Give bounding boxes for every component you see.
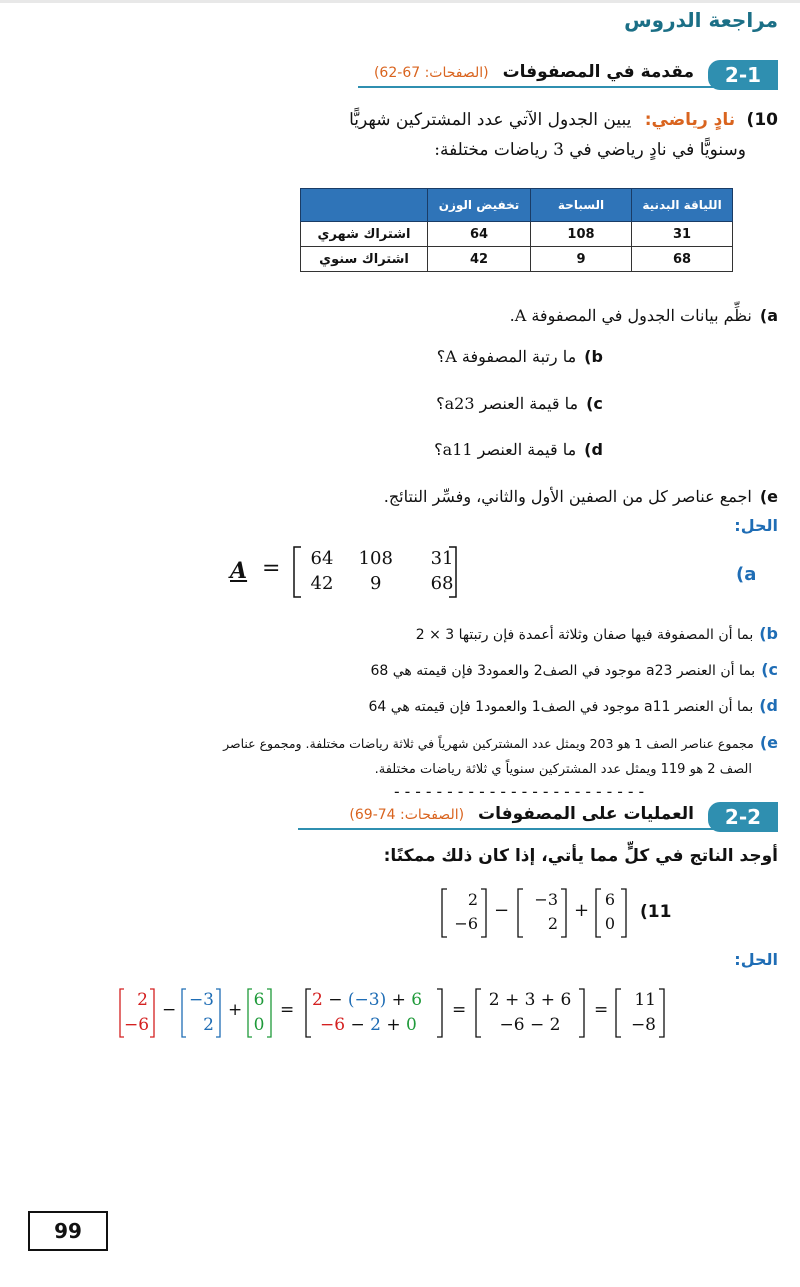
bracket-left: [474, 988, 482, 1038]
solution-text: بما أن المصفوفة فيها صفان وثلاثة أعمدة فإن رتبتها 3 × 2: [415, 627, 754, 643]
page-number: 99: [28, 1211, 108, 1251]
matrix-a-body: [302, 546, 453, 596]
matrix-cell: 68: [430, 573, 454, 594]
question-11-expression: [440, 888, 780, 940]
solution-d: [368, 696, 778, 715]
part-text: ما رتبة المصفوفة A؟: [436, 347, 577, 366]
lesson-title-text: مقدمة في المصفوفات: [502, 62, 694, 82]
question-10-line2: وسنويًّا في نادٍ رياضي في 3 رياضات مختلفة:: [434, 140, 746, 160]
solution-e-line2: الصف 2 هو 119 ويمثل عدد المشتركين سنوياً ي ثلاثة رياضات مختلفة.: [374, 762, 752, 777]
part-d: [434, 440, 778, 459]
solution-label: e): [759, 733, 778, 752]
vector-green: [252, 988, 266, 1038]
part-text: اجمع عناصر كل من الصفين الأول والثاني، وفسِّر النتائج.: [383, 487, 752, 506]
vector-blue: [186, 988, 214, 1038]
lesson-pages: (الصفحات: 67-62): [373, 65, 489, 81]
table-cell: 42: [428, 247, 531, 272]
table-cell: 64: [428, 222, 531, 247]
vector-cell: −3: [534, 890, 558, 909]
matrix-cell: 31: [430, 548, 454, 569]
vector-2: [524, 888, 558, 936]
table-cell: 9: [531, 247, 632, 272]
matrix-name: A: [230, 558, 248, 584]
result-matrix: [622, 988, 656, 1038]
table-header-cell: اللياقة البدنية: [632, 189, 733, 222]
table-header-row: [301, 189, 733, 222]
equals-sign: =: [280, 1000, 295, 1020]
lesson-title: [349, 804, 694, 824]
subscribers-table-wrap: [300, 188, 733, 272]
table-header-cell: تخفيض الوزن: [428, 189, 531, 222]
solution-text: بما أن العنصر a23 موجود في الصف2 والعمود3 فإن قيمته هي 68: [370, 663, 756, 679]
part-label: b): [584, 347, 603, 366]
solution-heading: الحل:: [734, 516, 778, 535]
bracket-right: [578, 988, 586, 1038]
bracket-right: [266, 988, 273, 1038]
equals-sign: =: [452, 1000, 467, 1020]
solution-text: بما أن العنصر a11 موجود في الصف1 والعمود1 فإن قيمته هي 64: [368, 699, 754, 715]
minus-sign: −: [162, 1000, 177, 1020]
question-11-instruction: أوجد الناتج في كلٍّ مما يأتي، إذا كان ذلك ممكنًا:: [383, 846, 778, 866]
matrix-cell: 64: [310, 548, 334, 569]
plus-sign: +: [228, 1000, 243, 1020]
lesson-number-badge: 2-1: [708, 60, 778, 90]
part-text: نظِّم بيانات الجدول في المصفوفة A.: [509, 306, 752, 325]
question-11-number: (11: [640, 902, 672, 922]
step-2-matrix: [482, 988, 578, 1038]
table-row-label: اشتراك شهري: [301, 222, 428, 247]
vector-cell: 2: [467, 890, 478, 909]
solution-2-heading: الحل:: [734, 950, 778, 969]
bracket-right: [436, 988, 444, 1038]
table-row-label: اشتراك سنوي: [301, 247, 428, 272]
lesson-title: [374, 62, 694, 82]
table-cell: 68: [632, 247, 733, 272]
table-header-blank: [301, 189, 428, 222]
vector-3: [602, 888, 618, 936]
matrix-cell: 42: [310, 573, 334, 594]
part-b: [437, 347, 778, 366]
question-10: [18, 110, 778, 160]
minus-sign: −: [494, 900, 510, 921]
table-cell: 108: [531, 222, 632, 247]
solution-c: [370, 660, 778, 679]
bracket-left: [614, 988, 622, 1038]
matrix-cell: −6 − 2: [499, 1015, 561, 1035]
solution-e: [223, 733, 778, 752]
bracket-right: [215, 988, 222, 1038]
vector-cell: 6: [253, 990, 265, 1010]
part-c: [436, 394, 778, 413]
part-a: [510, 306, 778, 325]
table-row: [301, 247, 733, 272]
matrix-cell: 108: [358, 548, 393, 569]
vector-cell: 2: [203, 1015, 214, 1035]
part-label: d): [584, 440, 603, 459]
lesson-number-badge: 2-2: [708, 802, 778, 832]
solution-b: [416, 624, 778, 643]
matrix-row: [302, 571, 453, 596]
bracket-right: [149, 988, 156, 1038]
vector-cell: 0: [604, 914, 616, 933]
vector-cell: −3: [188, 990, 214, 1010]
vector-cell: 2: [547, 914, 558, 933]
part-text: ما قيمة العنصر a11؟: [434, 440, 577, 459]
table-row: [301, 222, 733, 247]
lesson-title-text: العمليات على المصفوفات: [478, 804, 694, 824]
table-header-cell: السباحة: [531, 189, 632, 222]
question-10-line1: [18, 110, 778, 130]
lesson-header-line: [298, 828, 778, 830]
equals-sign: =: [594, 1000, 609, 1020]
part-label: c): [586, 394, 603, 413]
vector-cell: −6: [124, 1015, 150, 1035]
bracket-left: [516, 888, 524, 938]
bracket-left: [594, 888, 602, 938]
lesson-header-2-1: [358, 60, 778, 90]
bracket-left: [304, 988, 312, 1038]
part-label: e): [759, 487, 778, 506]
matrix-cell: 2 + 3 + 6: [488, 990, 572, 1010]
bracket-left: [440, 888, 448, 938]
bracket-right: [480, 888, 488, 938]
matrix-cell: 11: [634, 990, 656, 1010]
question-topic: نادٍ رياضي:: [644, 110, 736, 130]
solution-2-expression: [118, 986, 678, 1042]
section-divider: ------------------------: [392, 782, 648, 801]
step-1-matrix: [312, 988, 432, 1038]
vector-cell: 2: [137, 990, 148, 1010]
question-number: 10): [746, 110, 778, 130]
vector-cell: 6: [604, 890, 616, 909]
matrix-bracket-left: [292, 546, 302, 598]
vector-cell: 0: [253, 1015, 265, 1035]
plus-sign: +: [574, 900, 590, 921]
bracket-right: [620, 888, 628, 938]
vector-1: [448, 888, 478, 936]
step-1-row-2: −6 − 2 + 0: [320, 1015, 417, 1035]
top-rule: [0, 0, 800, 3]
lesson-pages: (الصفحات: 74-69): [349, 807, 465, 823]
matrix-a-equation: [230, 544, 590, 600]
vector-red: [124, 988, 148, 1038]
step-1-row-1: 2 − (−3) + 6: [312, 990, 423, 1010]
solution-a-label: (a: [736, 564, 757, 585]
lesson-header-2-2: [298, 802, 778, 832]
bracket-right: [658, 988, 666, 1038]
matrix-cell: 9: [370, 573, 382, 594]
question-text-1: يبين الجدول الآتي عدد المشتركين شهريًّا: [349, 110, 632, 130]
subscribers-table: [300, 188, 733, 272]
part-text: ما قيمة العنصر a23؟: [436, 394, 579, 413]
table-cell: 31: [632, 222, 733, 247]
matrix-cell: −8: [630, 1015, 656, 1035]
bracket-right: [560, 888, 568, 938]
part-label: a): [759, 306, 778, 325]
solution-label: b): [759, 624, 778, 643]
section-title: مراجعة الدروس: [624, 8, 778, 32]
matrix-bracket-right: [448, 546, 458, 598]
equals-sign: =: [262, 556, 281, 581]
matrix-row: [302, 546, 453, 571]
solution-label: d): [759, 696, 778, 715]
vector-cell: −6: [454, 914, 478, 933]
solution-label: c): [761, 660, 778, 679]
part-e: [384, 487, 778, 506]
solution-text: مجموع عناصر الصف 1 هو 203 ويمثل عدد المشتركين شهرياً في ثلاثة رياضات مختلفة. ومجموع عناصر: [223, 736, 754, 751]
